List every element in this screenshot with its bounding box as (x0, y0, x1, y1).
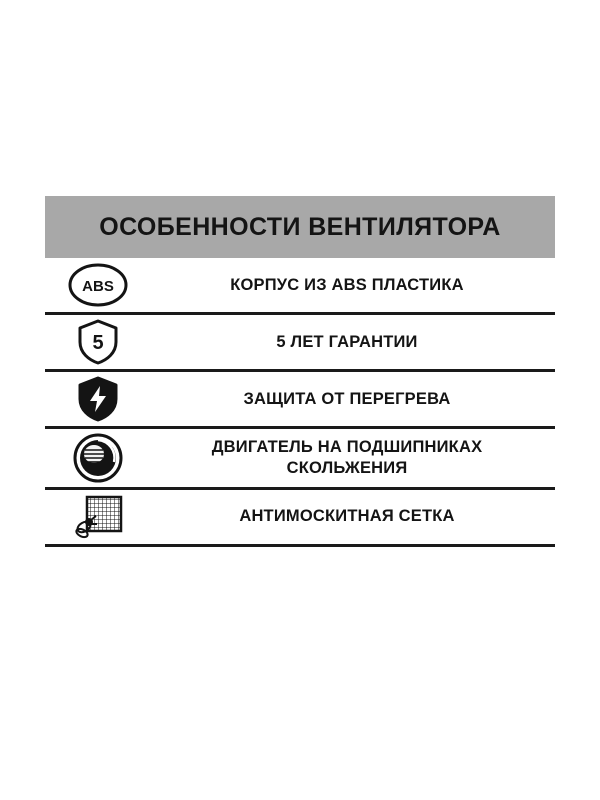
list-item (45, 315, 555, 372)
shield-bolt-icon (45, 372, 151, 426)
abs-circle-icon (45, 258, 151, 312)
list-item (45, 258, 555, 315)
svg-text:ABS: ABS (82, 278, 114, 295)
list-item-label: ЗАЩИТА ОТ ПЕРЕГРЕВА (243, 389, 451, 408)
features-panel (45, 196, 555, 547)
list-item-label: ДВИГАТЕЛЬ НА ПОДШИПНИКАХ СКОЛЬЖЕНИЯ (211, 438, 483, 477)
list-item (45, 429, 555, 490)
mosquito-net-icon (45, 490, 151, 544)
panel-header (45, 196, 555, 258)
svg-text:5: 5 (92, 332, 104, 354)
page-title: ОСОБЕННОСТИ ВЕНТИЛЯТОРА (99, 212, 501, 241)
list-item (45, 490, 555, 547)
bearing-motor-icon (45, 431, 151, 485)
shield-five-years-icon (45, 315, 151, 369)
list-item-label: 5 ЛЕТ ГАРАНТИИ (276, 332, 418, 351)
list-item-label: АНТИМОСКИТНАЯ СЕТКА (239, 507, 455, 526)
list-item (45, 372, 555, 429)
list-item-label: КОРПУС ИЗ ABS ПЛАСТИКА (230, 275, 464, 294)
